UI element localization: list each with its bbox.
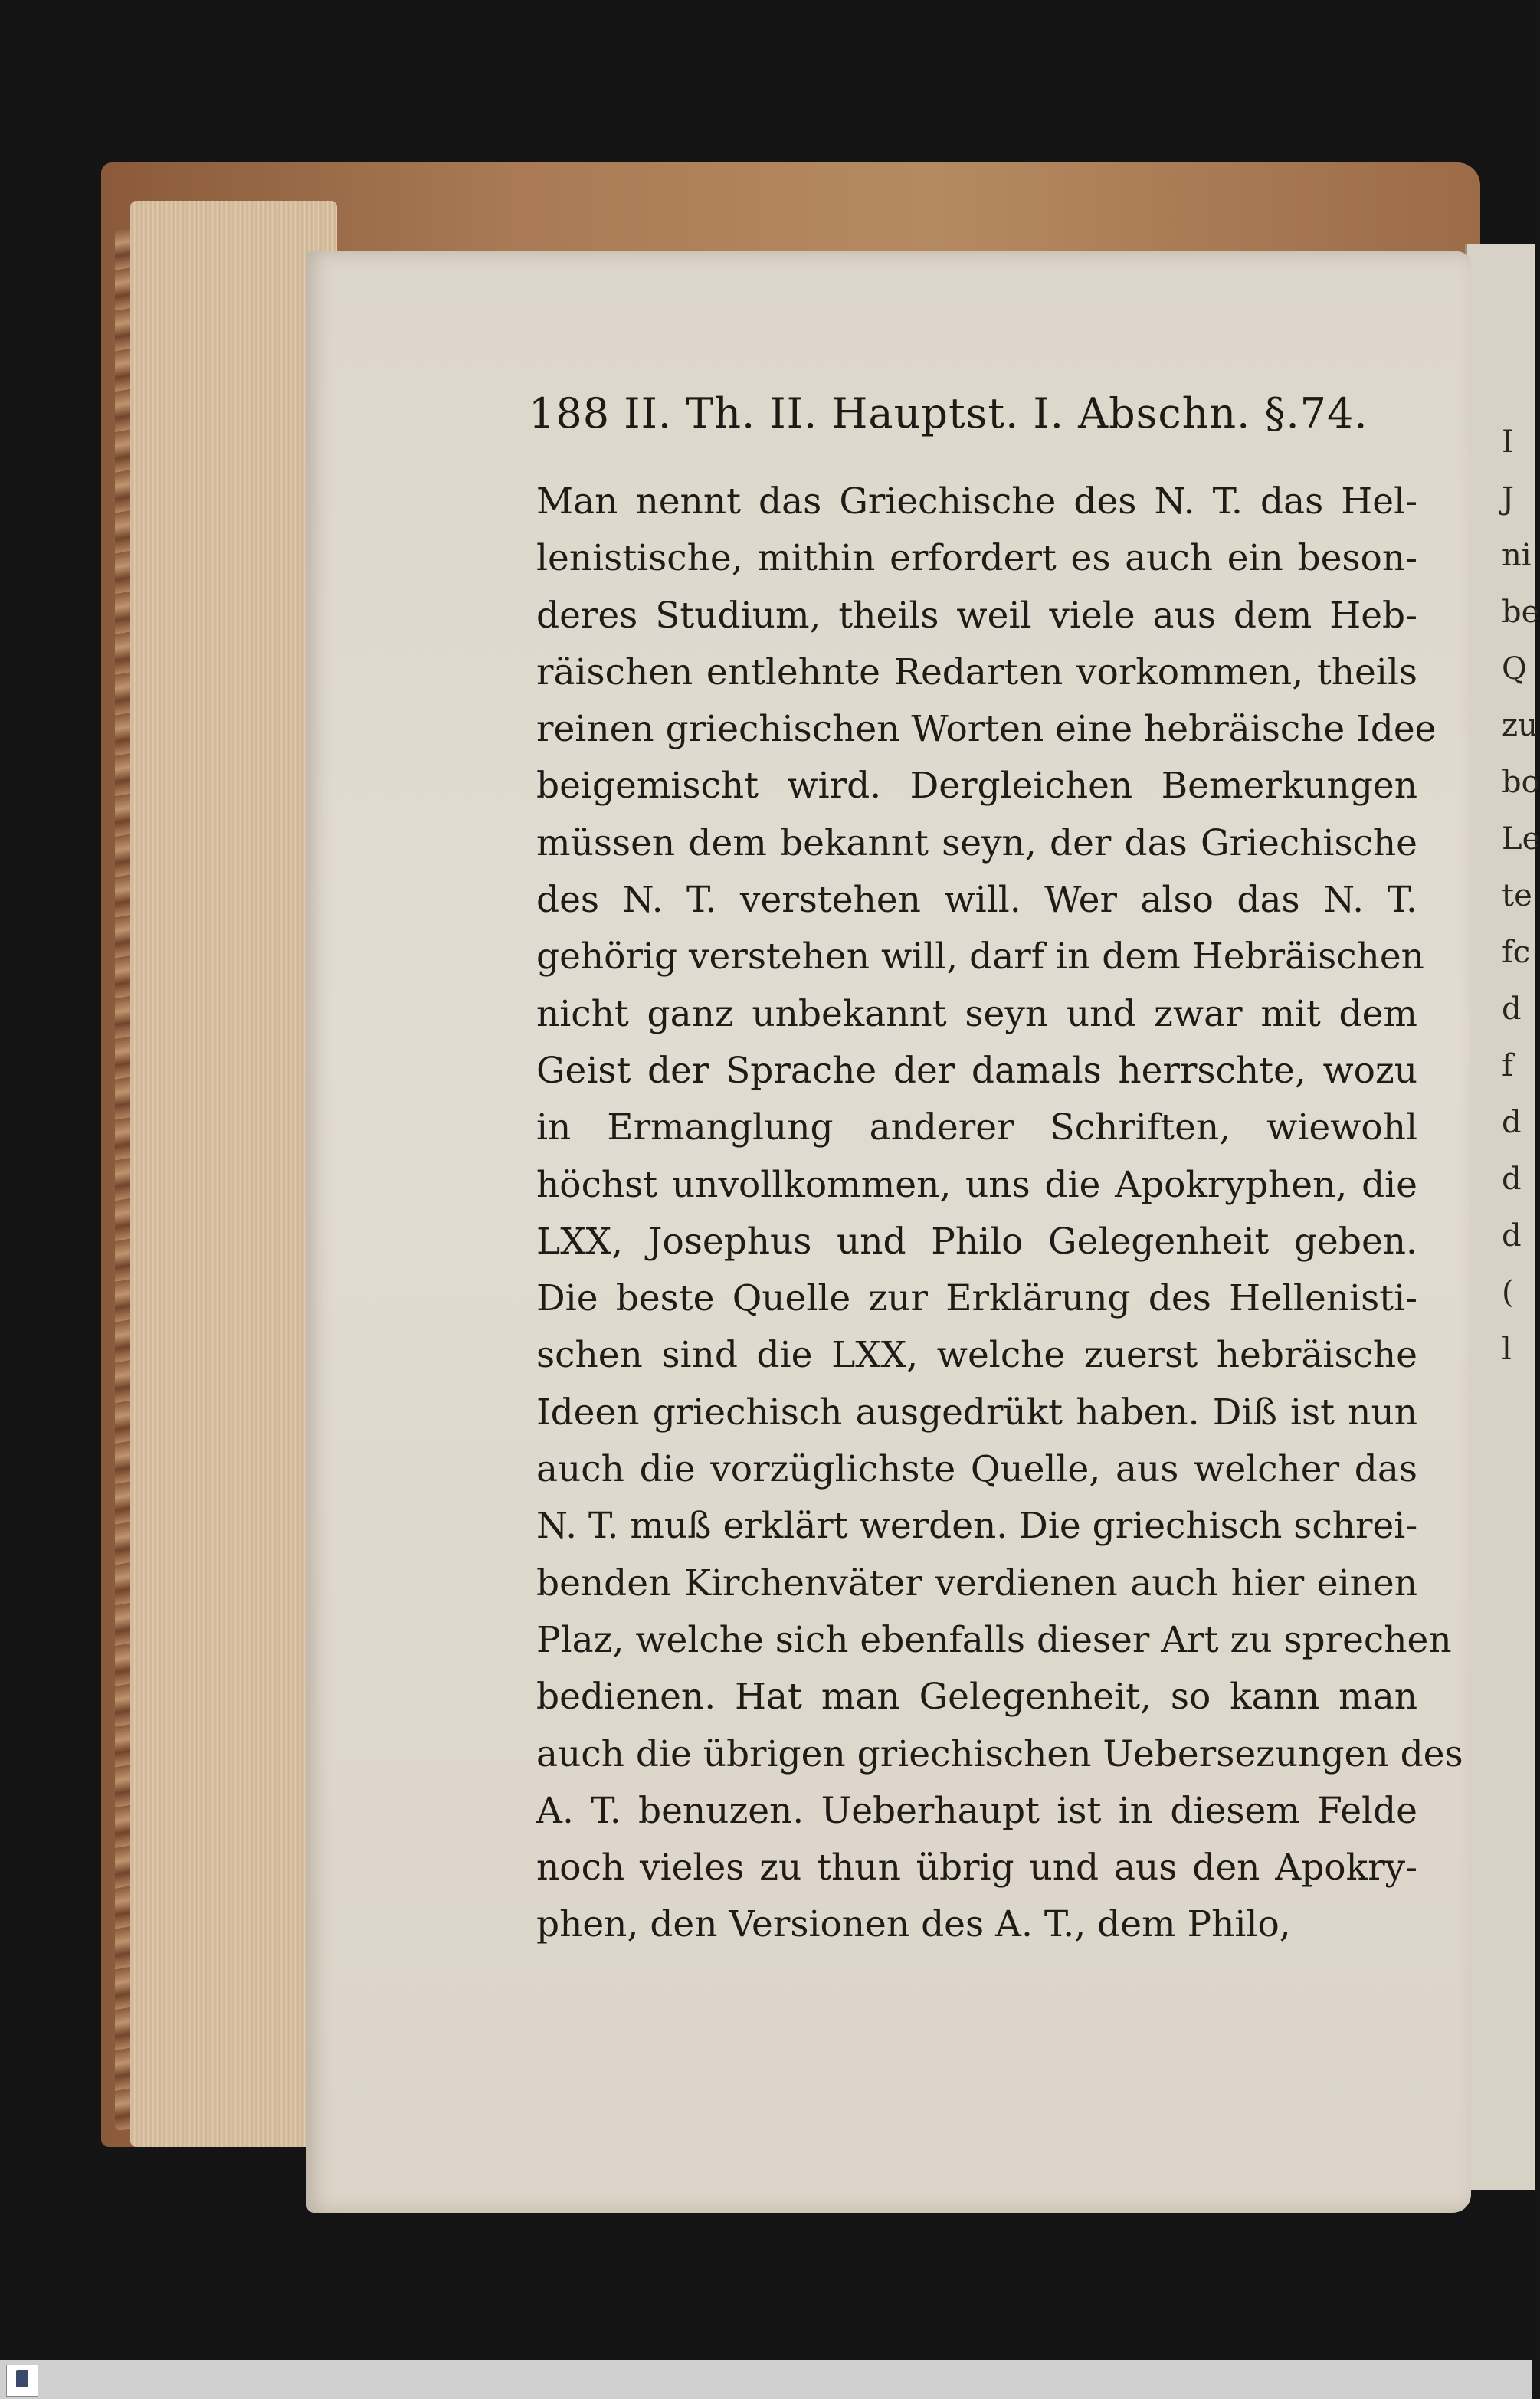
facing-page-fragment: d [1502,991,1522,1027]
text-line: reinen griechischen Worten eine hebräische Idee [536,708,1437,751]
facing-page-fragment: be [1502,595,1540,630]
facing-page-fragment: l [1502,1332,1512,1367]
text-line: lenistische, mithin erfordert es auch ein beson- [536,537,1417,580]
text-line: des N. T. verstehen will. Wer also das N. T. [536,879,1417,922]
facing-page-fragment: d [1502,1105,1522,1140]
facing-page-fragment: zu [1502,708,1538,743]
text-line: auch die übrigen griechischen Uebersezungen des [536,1732,1463,1775]
facing-page-fragment: J [1502,481,1515,516]
text-line: benden Kirchenväter verdienen auch hier einen [536,1562,1417,1604]
facing-page-fragment: f [1502,1048,1513,1083]
text-line: LXX, Josephus und Philo Gelegenheit geben. [536,1220,1417,1263]
text-line: auch die vorzüglichste Quelle, aus welcher das [536,1448,1417,1491]
facing-page-fragment: I [1502,424,1514,460]
facing-page-fragment: bo [1502,765,1540,800]
text-line: N. T. muß erklärt werden. Die griechisch schrei- [536,1505,1418,1548]
library-logo-icon [6,2365,38,2397]
facing-page-fragment: te [1502,878,1532,913]
page-header: 188 II. Th. II. Hauptst. I. Abschn. §.74. [529,389,1368,438]
viewer-footer-bar [0,2360,1532,2399]
text-line: in Ermanglung anderer Schriften, wiewohl [536,1106,1417,1149]
text-line: Geist der Sprache der damals herrschte, wozu [536,1049,1417,1092]
text-line: A. T. benuzen. Ueberhaupt ist in diesem Felde [536,1789,1417,1832]
facing-page-fragment: fc [1502,935,1531,970]
text-line: schen sind die LXX, welche zuerst hebräische [536,1334,1417,1377]
text-line: deres Studium, theils weil viele aus dem Heb- [536,594,1417,637]
facing-page-fragment: d [1502,1218,1522,1254]
text-line: beigemischt wird. Dergleichen Bemerkungen [536,765,1417,808]
text-line: müssen dem bekannt seyn, der das Griechische [536,821,1417,864]
text-line: höchst unvollkommen, uns die Apokryphen, die [536,1163,1417,1206]
text-line: nicht ganz unbekannt seyn und zwar mit dem [536,992,1417,1035]
facing-page-fragment: ( [1502,1275,1514,1310]
facing-page-fragment: ni [1502,538,1532,573]
facing-page-fragment: d [1502,1162,1522,1197]
text-line: phen, den Versionen des A. T., dem Philo, [536,1903,1291,1946]
text-line: bedienen. Hat man Gelegenheit, so kann man [536,1676,1417,1719]
facing-page-fragment: Q [1502,651,1527,687]
text-line: Man nennt das Griechische des N. T. das Hel- [536,480,1417,523]
page-body [536,474,1463,1954]
facing-page-fragment: Le [1502,821,1540,857]
text-line: gehörig verstehen will, darf in dem Hebräischen [536,936,1424,978]
text-line: Plaz, welche sich ebenfalls dieser Art zu sprechen [536,1618,1452,1661]
text-line: räischen entlehnte Redarten vorkommen, theils [536,651,1417,693]
text-line: noch vieles zu thun übrig und aus den Apokry- [536,1847,1417,1889]
text-line: Ideen griechisch ausgedrükt haben. Diß ist nun [536,1391,1417,1434]
text-line: Die beste Quelle zur Erklärung des Hellenisti- [536,1277,1417,1320]
facing-page-letters [1502,414,1540,1378]
